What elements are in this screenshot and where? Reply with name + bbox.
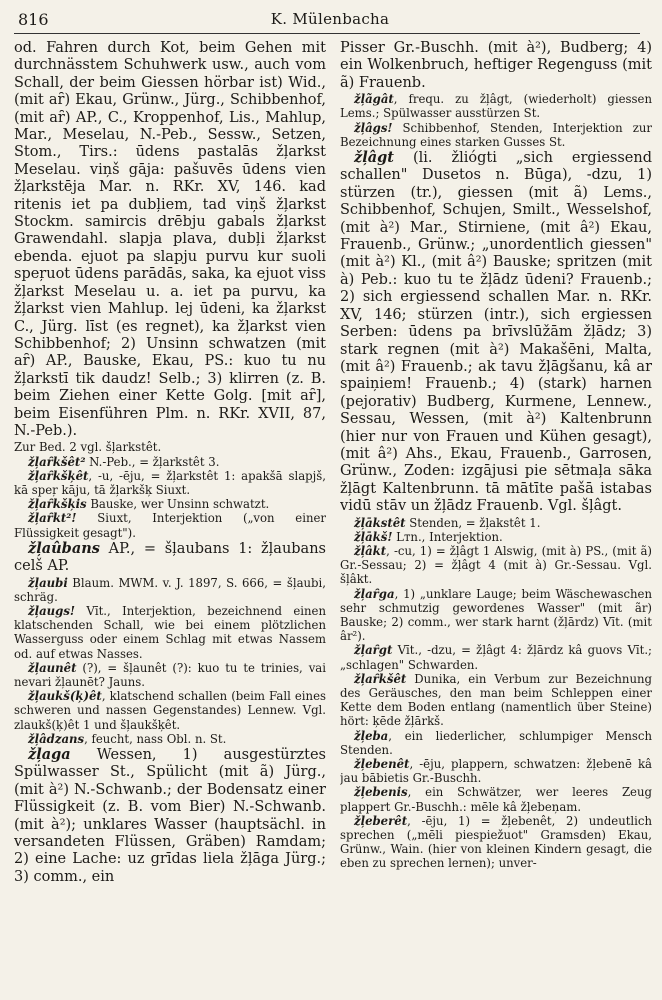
entry-text: N.-Peb., = žļarkstêt 3. (85, 454, 220, 469)
entry-text: , 1) „unklare Lauge; beim Wäschewaschen sehr schmutzig gewordenes Wasser" (mit ãr) Bauske; 2) comm., wer stark harnt (žļārdz) Vīt. (mit âr²). (340, 586, 652, 644)
entry-headword: žļâgs! (354, 120, 393, 135)
page-number: 816 (18, 10, 49, 29)
entry-headword: žļākš! (354, 529, 393, 544)
dictionary-entry (14, 661, 326, 689)
entry-headword: žļebenêt (354, 757, 410, 772)
dictionary-entry (340, 729, 652, 757)
dictionary-entry (14, 455, 326, 469)
entry-text: Wessen, 1) ausgestürztes Spülwasser St., Spülicht (mit ã) Jürg., (mit à²) N.-Schwanb.; der Bodensatz einer Flüssigkeit (z. B. vom Bier) N.-Schwanb. (mit à²); unklares Wasser (hauptsächl. in versandeten Flüssen, Gräben) Ramdam; 2) eine Lache: uz grīdas liela žļāga Jürg.; 3) comm., ein (14, 747, 326, 885)
entry-headword: žļâkt (354, 543, 387, 558)
entry-headword: žļaȓga (354, 586, 395, 601)
dictionary-entry (14, 540, 326, 576)
dictionary-entry (340, 530, 652, 544)
dictionary-entry (14, 576, 326, 604)
dictionary-entry (340, 544, 652, 587)
dictionary-entry (14, 440, 326, 454)
dictionary-entry (340, 814, 652, 871)
entry-headword: žļaubi (28, 575, 68, 590)
dictionary-entry (14, 511, 326, 539)
entry-text: , -ēju, plappern, schwatzen: žļebenē kâ jau bābietis Gr.-Buschh. (340, 757, 652, 786)
dictionary-entry (340, 757, 652, 785)
header-rule (14, 33, 640, 34)
entry-headword: žļãgât (354, 92, 394, 107)
dictionary-entry (340, 587, 652, 644)
dictionary-entry (340, 149, 652, 516)
dictionary-entry (340, 516, 652, 530)
entry-text: Siuxt, Interjektion („von einer Flüssigkeit gesagt"). (14, 511, 326, 540)
entry-headword: žļaunêt (28, 660, 77, 675)
entry-headword: žļaga (28, 746, 71, 764)
entry-headword: žļâdzans (28, 731, 85, 746)
entry-text: , ein liederlicher, schlumpiger Mensch Stenden. (340, 728, 652, 757)
dictionary-entry (340, 40, 652, 92)
entry-headword: žļebenis (354, 785, 408, 800)
entry-text: Bauske, wer Unsinn schwatzt. (86, 497, 270, 512)
entry-headword: žļaȓkšķêt (28, 468, 89, 483)
entry-text: Dunika, ein Verbum zur Bezeichnung des Geräusches, den man beim Schleppen einer Kette dem Boden entlang (namentlich über Steine) hört: ķēde žļārkš. (340, 671, 652, 729)
dictionary-entry (14, 497, 326, 511)
entry-text: , ein Schwätzer, wer leeres Zeug plappert Gr.-Buschh.: mēle kâ žļebeņam. (340, 785, 652, 814)
entry-text: , -ēju, 1) = žļebenêt, 2) undeutlich sprechen („mēli piespiežuot" Gramsden) Ekau, Grünw., Wain. (hier von kleinen Kindern gesagt, die eben zu sprechen lernen); unver- (340, 813, 652, 871)
dictionary-entry (14, 469, 326, 497)
right-column (340, 40, 652, 990)
entry-text: , -u, -ēju, = žļarkstêt 1: apakšā slapjš, kā speŗ kāju, tā žļarkšķ Siuxt. (14, 468, 326, 497)
entry-text: od. Fahren durch Kot, beim Gehen mit durchnässtem Schuhwerk usw., auch vom Schall, der beim Giessen hörbar ist) Wid., (mit aȓ) Ekau, Grünw., Jürg., Schibbenhof, (mit aȓ) AP., C., Kroppenhof, Lis., Mahlup, Mar., Meselau, N.-Peb., Sessw., Setzen, Stom., Tirs.: ūdens pastalās žļarkst Meselau. viņš gāja: pašuvēs ūdens vien žļarkstēja Mar. n. RKr. XV, 146. kad ritenis iet pa dubļiem, tad viņš žļarkst Stockm. samircis drēbju gabals žļarkst Grawendahl. slapja plava, dubļi žļarkst ebenda. ejuot pa slapju purvu kur suoli speŗuot ūdens parādās, saka, ka ejuot viss žļarkst Meselau u. a. iet pa purvu, ka žļarkst vien Mahlup. lej ūdeni, ka žļarkst C., Jürg. līst (es regnet), ka žļarkst vien Schibbenhof; 2) Unsinn schwatzen (mit aȓ) AP., Bauske, Ekau, PS.: kuo tu nu žļarkstī tik daudz! Selb.; 3) klirren (z. B. beim Ziehen einer Kette Golg. [mit aȓ], beim Eisenführen Plm. n. RKr. XVII, 87, N.-Peb.). (14, 40, 326, 439)
dictionary-entry (340, 643, 652, 671)
dictionary-entry (14, 746, 326, 886)
dictionary-entry (340, 121, 652, 149)
dictionary-entry (340, 672, 652, 729)
entry-text: Stenden, = žļakstêt 1. (405, 515, 541, 530)
entry-headword: žļâgt (354, 149, 394, 167)
dictionary-entry (14, 604, 326, 661)
page-header (10, 10, 650, 32)
dictionary-entry (340, 92, 652, 120)
entry-text: Vīt., Interjektion, bezeichnend einen klatschenden Schall, wie bei einem plötzlichen Wasserguss oder einem Schlag mit etwas Nassem od. auf etwas Nasses. (14, 603, 326, 661)
entry-headword: žļaȓkšêt² (28, 454, 86, 469)
running-head: K. Mülenbacha (270, 10, 390, 28)
entry-text: AP., = šļaubans 1: žļaubans celš AP. (14, 540, 326, 575)
entry-text: Blaum. MWM. v. J. 1897, S. 666, = šļaubi, schräg. (14, 575, 326, 604)
entry-headword: žļaȓgt (354, 643, 393, 658)
dictionary-entry (14, 689, 326, 732)
entry-text: Schibbenhof, Stenden, Interjektion zur Bezeichnung eines starken Gusses St. (340, 120, 652, 149)
entry-headword: žļaugs! (28, 603, 76, 618)
entry-text: , klatschend schallen (beim Fall eines schweren und nassen Gegenstandes) Lennew. Vgl. zlaukš(ķ)êt 1 und šļaukšķêt. (14, 689, 326, 732)
entry-text: (?), = šļaunêt (?): kuo tu te trinies, vai nevari žļaunēt? Jauns. (14, 660, 326, 689)
entry-headword: žļākstêt (354, 515, 406, 530)
dictionary-entry (14, 40, 326, 440)
left-column (14, 40, 326, 990)
entry-headword: žļeba (354, 728, 389, 743)
entry-headword: žļaȓkšķis (28, 497, 87, 512)
entry-headword: žļeberêt (354, 813, 408, 828)
entry-headword: žļaûbans (28, 539, 100, 557)
entry-text: , -cu, 1) = žļâgt 1 Alswig, (mit à) PS., (mit ã) Gr.-Sessau; 2) = žļâgt 4 (mit à) Gr.-Sessau. Vgl. šļâkt. (340, 543, 652, 587)
entry-text: , feucht, nass Obl. n. St. (84, 731, 227, 746)
entry-headword: žļaukš(ķ)êt (28, 689, 102, 704)
entry-text: Pisser Gr.-Buschh. (mit à²), Budberg; 4) ein Wolkenbruch, heftiger Regenguss (mit ã) Frauenb. (340, 40, 652, 91)
entry-text: Zur Bed. 2 vgl. šļarkstêt. (14, 440, 162, 455)
dictionary-entry (14, 732, 326, 746)
entry-text: (li. žliógti „sich ergiessend schallen" Dusetos n. Būga), -dzu, 1) stürzen (tr.), giessen (mit ã) Lems., Schibbenhof, Schujen, Smilt., Wesselshof, (mit à²) Mar., Stirniene, (mit â²) Ekau, Frauenb., Grünw.; „unordentlich giessen" (mit à²) Kl., (mit â²) Bauske; spritzen (mit à) Peb.: kuo tu te žļādz ūdeni? Frauenb.; 2) sich ergiessend schallen Mar. n. RKr. XV, 146; stürzen (intr.), sich ergiessen Serben: ūdens pa brīvslūžām žļādz; 3) stark regnen (mit à²) Makašēni, Malta, (mit â²) Frauenb.; ak tavu žļāgšanu, kâ ar spaiņiem! Frauenb.; 4) (stark) harnen (pejorativ) Budberg, Kurmene, Lennew., Sessau, Wessen, (mit à²) Kaltenbrunn (hier nur von Frauen und Kühen gesagt), (mit â²) Ahs., Ekau, Frauenb., Garrosen, Grünw., Zoden: izgājusi pie sētmaļa sāka žļāgt Kaltenbrunn. tā mātīte pašā istabas vidū stāv un žļādz Frauenb. Vgl. šļâgt. (340, 150, 652, 515)
entry-text: Vīt., -dzu, = žļâgt 4: žļārdz kâ guovs Vīt.; „schlagen" Schwarden. (340, 643, 652, 672)
entry-text: , frequ. zu žļâgt, (wiederholt) giessen Lems.; Spülwasser ausstürzen St. (340, 92, 652, 121)
entry-headword: žļaȓkšêt (354, 671, 407, 686)
entry-text: Lтn., Interjektion. (392, 529, 503, 544)
entry-headword: žļaȓkt²! (28, 511, 77, 526)
dictionary-entry (340, 785, 652, 813)
